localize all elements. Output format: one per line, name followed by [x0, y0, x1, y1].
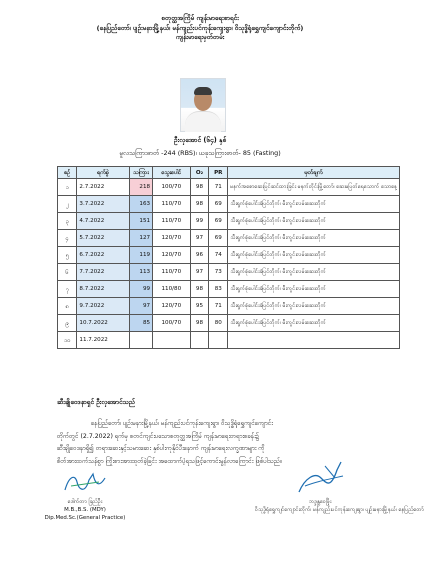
row-oxygen: 98 [190, 196, 209, 213]
col-header-o2: O₂ [190, 167, 209, 179]
row-sugar: 119 [129, 247, 152, 264]
row-remark: သီးရွက်စုံပေါင်းခံပြင်တိုက်၊ မီးကွင်းလမ်းဆေးတိုက် [228, 281, 400, 298]
row-remark: သီးရွက်စုံပေါင်းခံပြင်တိုက်၊ မီးကွင်းလမ်းဆေးတိုက် [228, 230, 400, 247]
row-blood-pressure: 110/70 [153, 213, 191, 230]
row-oxygen: 96 [190, 247, 209, 264]
row-oxygen [190, 332, 209, 349]
row-sugar: 97 [129, 298, 152, 315]
row-date: 11.7.2022 [77, 332, 129, 349]
row-sugar: 99 [129, 281, 152, 298]
row-date: 8.7.2022 [77, 281, 129, 298]
row-remark [228, 332, 400, 349]
doctor-signature-block [40, 468, 130, 522]
row-sugar: 151 [129, 213, 152, 230]
row-remark: သီးရွက်စုံပေါင်းခံပြင်တိုက်၊ မီးကွင်းလမ်းဆေးတိုက် [228, 264, 400, 281]
paragraph-line: ဆီးချိုဝေဒနာရှိ၍ တရားဆေးနှင့်သမားဆေး နှစ်ပါးကုနိုင်ပီးနောက် ကျန်းမာရေးလက္ခဏာများ ကို [57, 445, 265, 452]
row-date: 3.7.2022 [77, 196, 129, 213]
patient-name: ဦးလှအောင် (၆၄) နှစ် [173, 136, 227, 144]
row-pulse-rate: 69 [209, 196, 228, 213]
doctor-degree: M.B.,B.S. (MDY) [64, 507, 106, 513]
row-pulse-rate: 71 [209, 179, 228, 196]
row-remark: မနက်အစောဆေးပြင်ဆင်ထားခြင်း မနက်တိုင်းမြို့တော်၊ ဆေးမပြတ်ရေသောက် သောနေ့ [228, 179, 400, 196]
col-header-bp: သွေးပေါင် [153, 167, 191, 179]
row-oxygen: 99 [190, 213, 209, 230]
abbot-name: ဘဒ္ဒန္တဝေဖြိုး [308, 499, 332, 505]
abbot-title: ဝိသုဒ္ဓိရုံရွှေကျင်ကျောင်းတိုက်၊ မန်ကျည်းပင်ကုန်းကျေးရွာ၊ ပျဉ်းမနားမြို့နယ်၊ နေပြည်တော် [255, 507, 424, 513]
row-date: 2.7.2022 [77, 179, 129, 196]
row-sugar: 85 [129, 315, 152, 332]
doctor-signature-image [55, 468, 115, 498]
health-log-table [57, 166, 400, 349]
table-row [58, 315, 400, 332]
paragraph-line: နေပြည်တော်၊ ပျဉ်းမနားမြို့နယ်၊ မန်ကျည်းပင်ကုန်းကျေးရွာ၊ ဝိသုဒ္ဓိရုံရွှေကျင်ကျောင်း [91, 420, 273, 427]
row-blood-pressure: 110/80 [153, 281, 191, 298]
row-date: 10.7.2022 [77, 315, 129, 332]
table-row [58, 213, 400, 230]
row-sugar: 113 [129, 264, 152, 281]
header-subtitle: ကျန်းမာရေးမှတ်တမ်း [175, 33, 225, 41]
abbot-signature-block [255, 458, 424, 514]
row-date: 4.7.2022 [77, 213, 129, 230]
row-number: ၁ [58, 179, 77, 196]
row-pulse-rate: 80 [209, 315, 228, 332]
row-blood-pressure: 100/70 [153, 315, 191, 332]
paragraph-line: စိတ်အားထက်သန်စွာ ကြိုးစားအားထုတ်ခဲ့ခြင်း အထောက်ပံ့ရသဖြင့်ကောင်းမွန်လာကြောင်း ဖြစ်ပါသည်။ [57, 457, 282, 465]
row-number: ၄ [58, 230, 77, 247]
row-oxygen: 97 [190, 230, 209, 247]
row-remark: သီးရွက်စုံပေါင်းခံပြင်တိုက်၊ မီးကွင်းလမ်းဆေးတိုက် [228, 247, 400, 264]
row-date: 5.7.2022 [77, 230, 129, 247]
table-row [58, 264, 400, 281]
row-number: ၃ [58, 213, 77, 230]
doctor-name: ဒေါက်တာ ခြည်ဦး [67, 499, 103, 505]
table-row [58, 298, 400, 315]
patient-statement: ဆီးချိုဝေဒနာရှင် ဦးလှအောင်သည် [57, 398, 135, 406]
row-pulse-rate: 83 [209, 281, 228, 298]
row-number: ၉ [58, 315, 77, 332]
row-blood-pressure: 120/70 [153, 247, 191, 264]
row-remark: သီးရွက်စုံပေါင်းခံပြင်တိုက်၊ မီးကွင်းလမ်းဆေးတိုက် [228, 298, 400, 315]
row-number: ၆ [58, 264, 77, 281]
col-header-no: စဉ် [58, 167, 77, 179]
row-oxygen: 95 [190, 298, 209, 315]
table-row [58, 247, 400, 264]
row-blood-pressure [153, 332, 191, 349]
row-blood-pressure: 120/70 [153, 298, 191, 315]
header-title: စတုတ္ထအကြိမ် ကျန်းမာရေးစာရင်း [161, 14, 239, 22]
row-oxygen: 98 [190, 281, 209, 298]
row-oxygen: 97 [190, 264, 209, 281]
table-row [58, 196, 400, 213]
row-oxygen: 98 [190, 179, 209, 196]
row-blood-pressure: 100/70 [153, 179, 191, 196]
col-header-pr: PR [209, 167, 228, 179]
row-number: ၈ [58, 298, 77, 315]
col-header-sugar: သကြား [129, 167, 152, 179]
row-blood-pressure: 110/70 [153, 264, 191, 281]
paragraph-line: တိုက်တွင် (2.7.2022) ရက်မှ စတင်ကျင်းပသောစတုတ္ထအကြိမ် ကျန်းမာရေးတရားစခန်း၌ [57, 432, 260, 440]
row-date: 7.7.2022 [77, 264, 129, 281]
abbot-signature-image [285, 458, 355, 498]
row-pulse-rate: 73 [209, 264, 228, 281]
row-sugar: 163 [129, 196, 152, 213]
patient-photo [180, 78, 226, 132]
row-pulse-rate: 74 [209, 247, 228, 264]
row-number: ၂ [58, 196, 77, 213]
row-date: 9.7.2022 [77, 298, 129, 315]
row-number: ၅ [58, 247, 77, 264]
row-sugar [129, 332, 152, 349]
row-sugar: 127 [129, 230, 152, 247]
document-header [0, 14, 400, 43]
row-date: 6.7.2022 [77, 247, 129, 264]
sugar-summary: မူလသကြားဓာတ် -244 (RBS)၊ ယခုသကြားဓာတ်- 85 (Fasting) [119, 149, 281, 157]
col-header-date: ရက်စွဲ [77, 167, 129, 179]
row-remark: သီးရွက်စုံပေါင်းခံပြင်တိုက်၊ မီးကွင်းလမ်းဆေးတိုက် [228, 315, 400, 332]
row-blood-pressure: 120/70 [153, 230, 191, 247]
row-number: ၁၀ [58, 332, 77, 349]
header-location: (နေပြည်တော်၊ ပျဉ်းမနားမြို့နယ်၊ မန်ကျည်းပင်ကုန်းကျေးရွာ၊ ဝိသုဒ္ဓိရုံရွှေကျင်ကျောင်းတိုက်) [96, 23, 304, 32]
table-row [58, 179, 400, 196]
table-row [58, 230, 400, 247]
row-pulse-rate: 69 [209, 213, 228, 230]
row-pulse-rate [209, 332, 228, 349]
row-sugar: 218 [129, 179, 152, 196]
table-body [58, 179, 400, 349]
col-header-remark: မှတ်ချက် [228, 167, 400, 179]
table-row [58, 332, 400, 349]
row-remark: သီးရွက်စုံပေါင်းခံပြင်တိုက်၊ မီးကွင်းလမ်းဆေးတိုက် [228, 213, 400, 230]
doctor-diploma: Dip.Med.Sc.(General Practice) [44, 515, 126, 521]
row-remark: သီးရွက်စုံပေါင်းခံပြင်တိုက်၊ မီးကွင်းလမ်းဆေးတိုက် [228, 196, 400, 213]
row-number: ၇ [58, 281, 77, 298]
row-blood-pressure: 110/70 [153, 196, 191, 213]
row-pulse-rate: 71 [209, 298, 228, 315]
table-row [58, 281, 400, 298]
row-oxygen: 98 [190, 315, 209, 332]
table-header-row [58, 167, 400, 179]
row-pulse-rate: 69 [209, 230, 228, 247]
